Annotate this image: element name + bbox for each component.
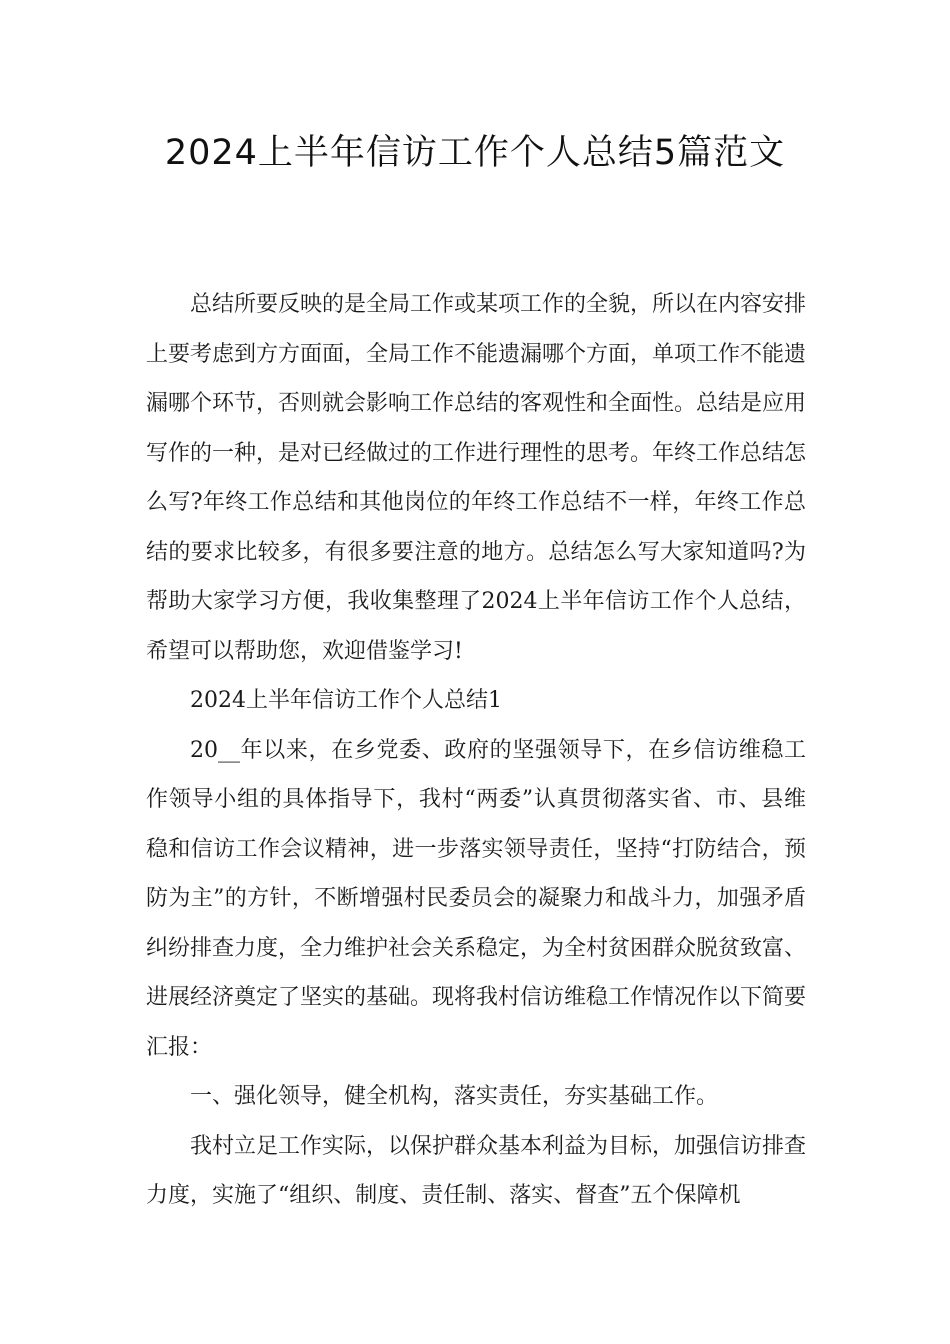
section-heading-summary-1: 2024上半年信访工作个人总结1	[190, 688, 502, 713]
document-title: 2024上半年信访工作个人总结5篇范文	[164, 133, 786, 173]
intro-paragraph: 总结所要反映的是全局工作或某项工作的全貌，所以在内容安排上要考虑到方方面面，全局工作不能遗漏哪个方面，单项工作不能遗漏哪个环节，否则就会影响工作总结的客观性和全面性。总结是应用写作的一种，是对已经做过的工作进行理性的思考。年终工作总结怎么写?年终工作总结和其他岗位的年终工作总结不一样，年终工作总结的要求比较多，有很多要注意的地方。总结怎么写大家知道吗?为帮助大家学习方便，我收集整理了2024上半年信访工作个人总结，希望可以帮助您，欢迎借鉴学习!	[146, 292, 807, 664]
document-body	[146, 280, 806, 1221]
subsection-1-paragraph: 我村立足工作实际，以保护群众基本利益为目标，加强信访排查力度，实施了“组织、制度、责任制、落实、督查”五个保障机	[146, 1133, 807, 1208]
subsection-heading-1: 一、强化领导，健全机构，落实责任，夯实基础工作。	[190, 1084, 719, 1109]
summary-1-paragraph: 20__年以来，在乡党委、政府的坚强领导下，在乡信访维稳工作领导小组的具体指导下，我村“两委”认真贯彻落实省、市、县维稳和信访工作会议精神，进一步落实领导责任，坚持“打防结合，预防为主”的方针，不断增强村民委员会的凝聚力和战斗力，加强矛盾纠纷排查力度，全力维护社会关系稳定，为全村贫困群众脱贫致富、进展经济奠定了坚实的基础。现将我村信访维稳工作情况作以下简要汇报：	[146, 737, 807, 1060]
